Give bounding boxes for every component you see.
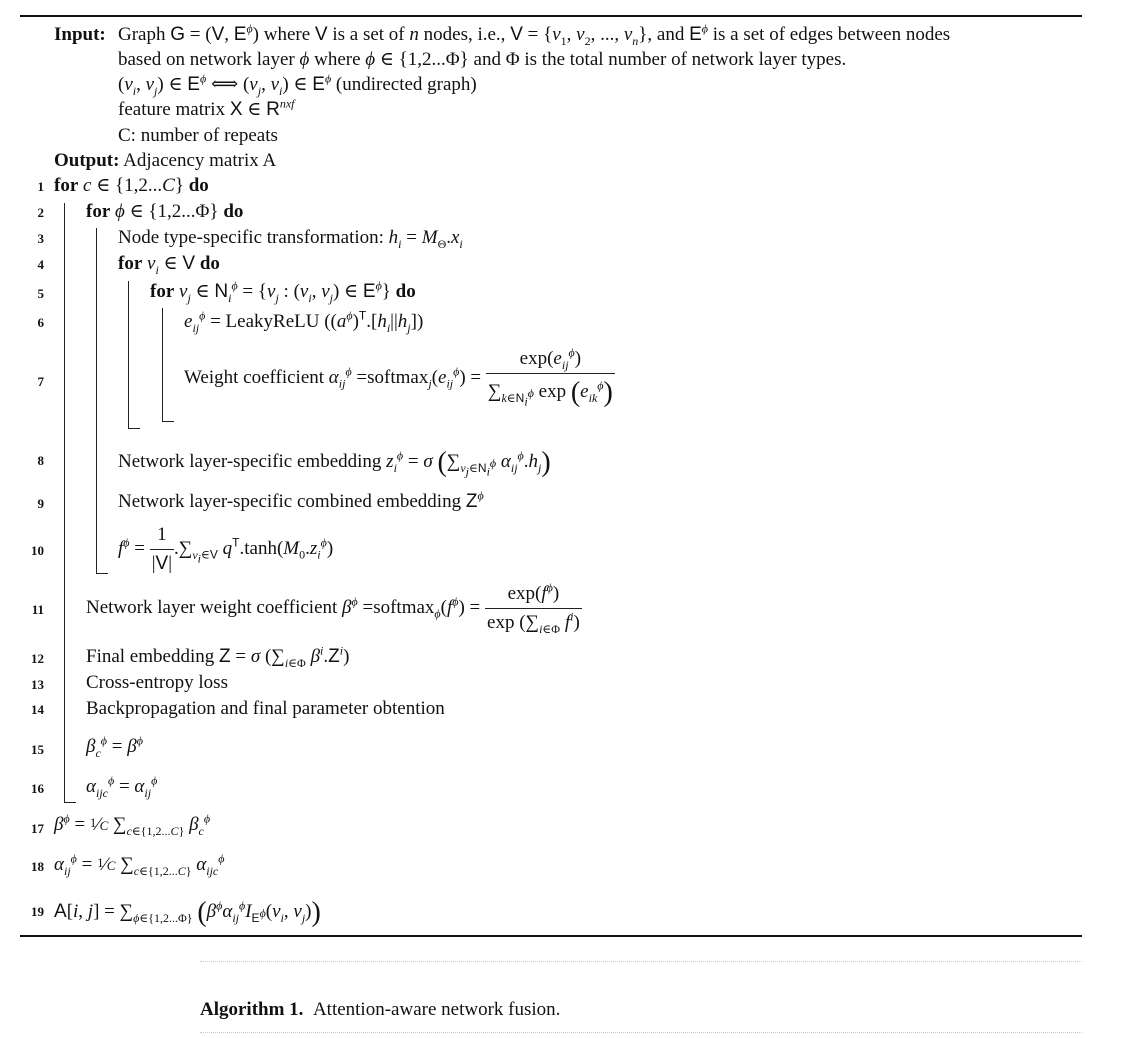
line-number: 12 [31, 651, 44, 666]
step-10: $f^\phi$ = $\frac{1}{|V|}$ $.\sum_{v_i\in V}$ $q^T.\tanh(M_0.z_i^\phi)$ [118, 524, 334, 574]
input-line-3: ($v_i$, $v_j$) ∈ $E^\phi$ ⟺ ($v_j$, $v_i$) ∈ $E^\phi$ (undirected graph) [118, 71, 477, 98]
input-line-4: feature matrix X ∈ $R^{nxf}$ [118, 96, 295, 120]
line-number: 18 [31, 859, 44, 874]
line-number: 10 [31, 543, 44, 558]
indent-bar-level4 [162, 308, 163, 422]
line-number: 5 [37, 286, 44, 301]
step-2: for ϕ ∈ {1,2...Φ} do [86, 201, 244, 222]
top-rule [20, 15, 1082, 17]
line-number: 13 [31, 677, 44, 692]
step-16: $\alpha_{ijc}^\phi = \alpha_{ij}^\phi$ [86, 773, 158, 800]
indent-bar-level2-end [96, 573, 108, 574]
line-number: 3 [37, 231, 44, 246]
one-over-v-fraction: $\frac{1}{|V|}$ [151, 524, 173, 574]
step-7: Weight coefficient $\alpha_{ij}^\phi$ $=softmax_j(e_{ij}^\phi)$ = $\frac{\exp(e_{ij}^\phi)}{\sum_{k\in N_i^\phi} \exp (e_{ik}^\phi)}$ [184, 345, 613, 409]
step-17: $\beta^\phi$ = 1⁄C $\sum_{c\in\{1,2...C\}}$ $\beta_c^\phi$ [54, 811, 211, 838]
step-12: Final embedding Z = σ ($\sum_{i\in\Phi}$ $\beta^i.Z^i$) [86, 643, 350, 670]
softmax-fraction: $\frac{\exp(e_{ij}^\phi)}{\sum_{k\in N_i^\phi} \exp (e_{ik}^\phi)}$ [487, 345, 613, 409]
line-number: 7 [37, 374, 44, 389]
line-number: 6 [37, 315, 44, 330]
step-11: Network layer weight coefficient $\beta^\phi$ $=softmax_\phi(f^\phi)$ = $\frac{\exp(f^\phi)}{\exp (\sum_{i\in\Phi} f^i)}$ [86, 580, 580, 636]
line-number: 4 [37, 257, 44, 272]
line-number: 16 [31, 781, 44, 796]
step-8: Network layer-specific embedding $z_i^\phi = \sigma$ ($\sum_{v_j\in N_i^\phi}$ $\alpha_{ij}^\phi.h_j$) [118, 447, 551, 479]
network-softmax-fraction: $\frac{\exp(f^\phi)}{\exp (\sum_{i\in\Phi} f^i)}$ [487, 580, 580, 636]
line-number: 19 [31, 904, 44, 919]
indent-bar-level3-end [128, 428, 140, 429]
step-14: Backpropagation and final parameter obtention [86, 698, 445, 719]
caption-label: Algorithm 1. [200, 999, 304, 1020]
step-9: Network layer-specific combined embedding $Z^\phi$ [118, 488, 484, 512]
indent-bar-level1-end [64, 802, 76, 803]
indent-bar-level4-end [162, 421, 174, 422]
line-number: 14 [31, 702, 44, 717]
bottom-rule [20, 935, 1082, 937]
output-line: Output: Adjacency matrix A [54, 150, 277, 171]
dotted-separator [200, 1032, 1082, 1033]
line-number: 17 [31, 821, 44, 836]
line-number: 15 [31, 742, 44, 757]
indent-bar-level2 [96, 228, 97, 574]
line-number: 11 [31, 602, 44, 617]
input-label: Input: [54, 24, 106, 45]
step-6: $e_{ij}^\phi$ = LeakyReLU $((a^\phi)^T.[h_i||h_j])$ [184, 308, 424, 335]
step-15: $\beta_c^\phi = \beta^\phi$ [86, 733, 143, 760]
line-number: 9 [37, 496, 44, 511]
step-4: for $v_i$ ∈ V do [118, 253, 220, 277]
caption-text: Attention-aware network fusion. [312, 999, 561, 1020]
step-3: Node type-specific transformation: $h_i = M_\Theta.x_i$ [118, 227, 463, 251]
input-line-5: C: number of repeats [118, 125, 278, 146]
algorithm-caption [200, 999, 560, 1021]
indent-bar-level1 [64, 203, 65, 803]
step-1: for c ∈ {1,2...C} do [54, 175, 209, 196]
line-number: 8 [37, 453, 44, 468]
line-number: 1 [37, 179, 44, 194]
input-line-1: Graph G = (V, $E^\phi$) where V is a set of n nodes, i.e., $V = \{v_1$, $v_2$, ..., $v_n$}, and $E^\phi$ is a set of edges between nodes [118, 21, 951, 48]
step-13: Cross-entropy loss [86, 672, 228, 693]
line-number: 2 [37, 205, 44, 220]
input-line-2: based on network layer ϕ where ϕ ∈ {1,2...Φ} and Φ is the total number of network layer types. [118, 49, 847, 70]
step-19: A[i, $j] = \sum_{\phi\in\{1,2...\Phi\}}$ ($\beta^\phi\alpha_{ij}^\phi I_{E^\phi}(v_i$, $v_j$)) [54, 897, 321, 928]
step-18: $\alpha_{ij}^\phi$ = 1⁄C $\sum_{c\in\{1,2...C\}}$ $\alpha_{ijc}^\phi$ [54, 851, 225, 878]
indent-bar-level3 [128, 281, 129, 429]
dotted-separator [200, 961, 1082, 962]
step-5: for $v_j$ ∈ $N_i^\phi = \{v_j$ : ($v_i$, $v_j$) ∈ $E^\phi$} do [150, 278, 416, 305]
